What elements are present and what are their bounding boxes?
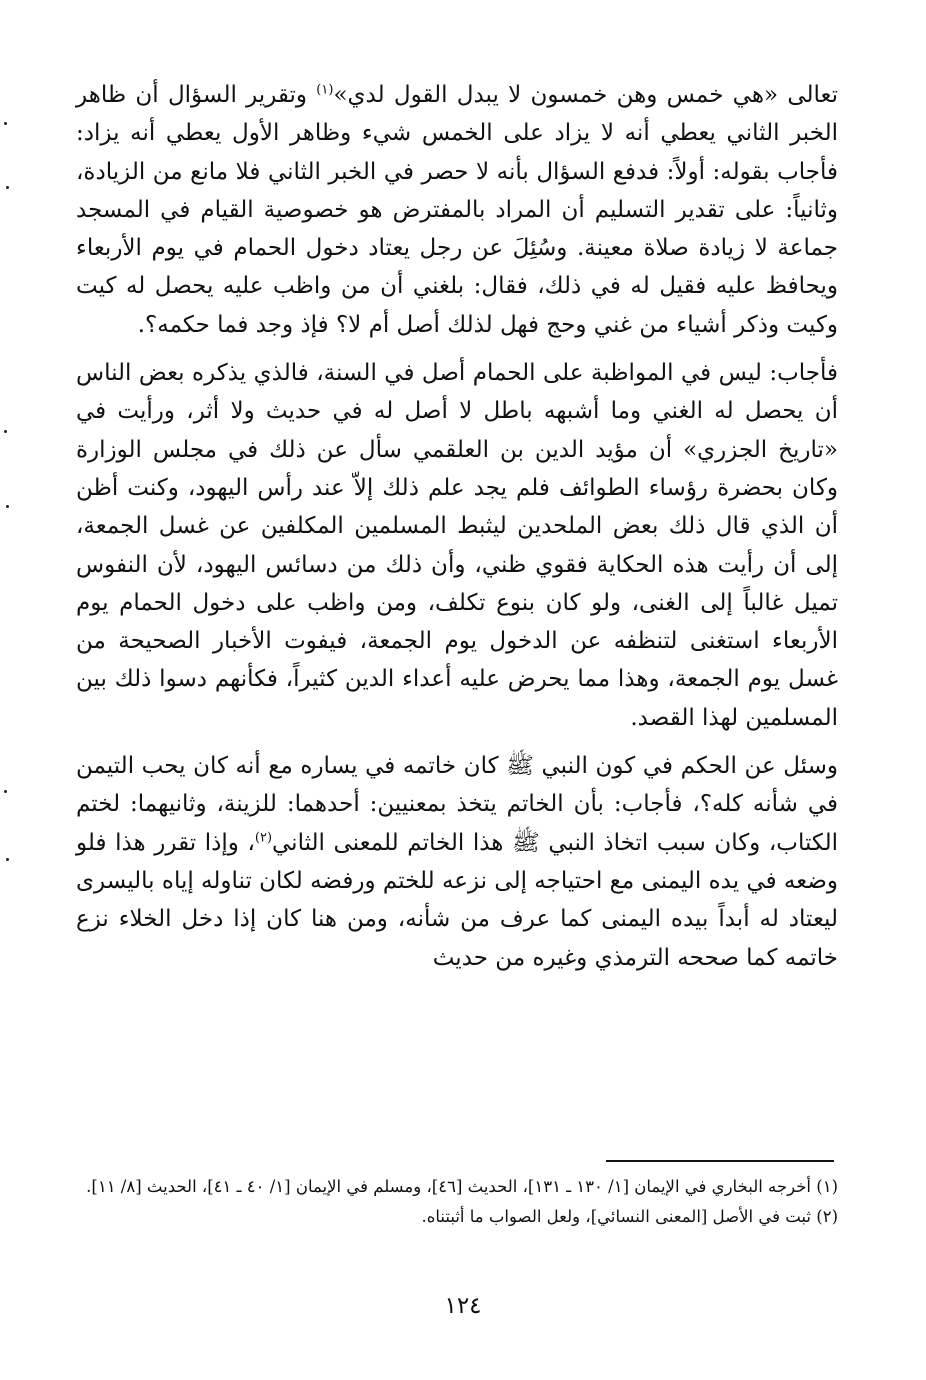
paragraph-1 bbox=[76, 76, 838, 344]
scan-speck bbox=[4, 122, 7, 125]
footnote-1: (١) أخرجه البخاري في الإيمان [١/ ١٣٠ ـ ١٣١]، الحديث [٤٦]، ومسلم في الإيمان [١/ ٤٠ ـ ٤١]، الحديث [٨/ ١١]. bbox=[86, 1177, 838, 1196]
page-number: ١٢٤ bbox=[444, 1293, 482, 1319]
footnote-2: (٢) ثبت في الأصل [المعنى النسائي]، ولعل الصواب ما أثبتناه. bbox=[421, 1207, 838, 1226]
scan-speck bbox=[4, 790, 7, 793]
footnote-divider bbox=[606, 1160, 834, 1162]
paragraph-1-start: تعالى «هي خمس وهن خمسون لا يبدل القول لدي» bbox=[333, 82, 839, 108]
scan-speck bbox=[4, 430, 7, 433]
main-text bbox=[76, 76, 838, 977]
scan-speck bbox=[6, 505, 9, 508]
paragraph-1-rest: وتقرير السؤال أن ظاهر الخبر الثاني يعطي أنه لا يزاد على الخمس شيء وظاهر الأول يعطي أنه يزاد: فأجاب بقوله: أولاً: فدفع السؤال بأنه لا حصر في الخبر الثاني فلا مانع من الزيادة، وثانياً: على تقدير التسليم أن المراد بالمفترض هو خصوصية القيام في المسجد جماعة لا زيادة صلاة معينة. وسُئِلَ عن رجل يعتاد دخول الحمام في يوم الأربعاء ويحافظ عليه فقيل له في ذلك، فقال: بلغني أن من واظب عليه يحصل له كيت وكيت وذكر أشياء من غني وحج فهل لذلك أصل أم لا؟ فإذ وجد فما حكمه؟. bbox=[76, 82, 838, 338]
scan-speck bbox=[6, 186, 9, 189]
paragraph-3-rest: ، وإذا تقرر هذا فلو وضعه في يده اليمنى مع احتياجه إلى نزعه للختم ورفضه لكان تناوله إياه باليسرى ليعتاد له أبداً بيده اليمنى كما عرف من شأنه، ومن هنا كان إذا دخل الخلاء نزع خاتمه كما صححه الترمذي وغيره من حديث bbox=[76, 829, 838, 971]
paragraph-3 bbox=[76, 747, 838, 977]
scan-speck bbox=[6, 858, 9, 861]
footnote-ref-1: (١) bbox=[316, 82, 334, 98]
paragraph-3-start: وسئل عن الحكم في كون النبي ﷺ كان خاتمه في يساره مع أنه كان يحب التيمن في شأنه كله؟، فأجاب: بأن الخاتم يتخذ بمعنيين: أحدهما: للزينة، وثانيهما: لختم الكتاب، وكان سبب اتخاذ النبي ﷺ هذا الخاتم للمعنى الثاني bbox=[76, 753, 838, 856]
footnotes bbox=[80, 1172, 838, 1232]
paragraph-2: فأجاب: ليس في المواظبة على الحمام أصل في السنة، فالذي يذكره بعض الناس أن يحصل له الغني وما أشبهه باطل لا أصل له في حديث ولا أثر، ورأيت في «تاريخ الجزري» أن مؤيد الدين بن العلقمي سأل عن ذلك في مجلس الوزارة وكان بحضرة رؤساء الطوائف فلم يجد علم ذلك إلاّ عند رأس اليهود، وكنت أظن أن الذي قال ذلك بعض الملحدين ليثبط المسلمين المكلفين عن غسل الجمعة، إلى أن رأيت هذه الحكاية فقوي ظني، وأن ذلك من دسائس اليهود، لأن النفوس تميل غالباً إلى الغنى، ولو كان بنوع تكلف، ومن واظب على دخول الحمام يوم الأربعاء استغنى لتنظفه عن الدخول يوم الجمعة، فيفوت الأخبار الصحيحة من غسل يوم الجمعة، وهذا مما يحرض عليه أعداء الدين كثيراً، فكأنهم دسوا ذلك بين المسلمين لهذا القصد. bbox=[76, 360, 839, 731]
footnote-ref-2: (٢) bbox=[254, 829, 273, 845]
